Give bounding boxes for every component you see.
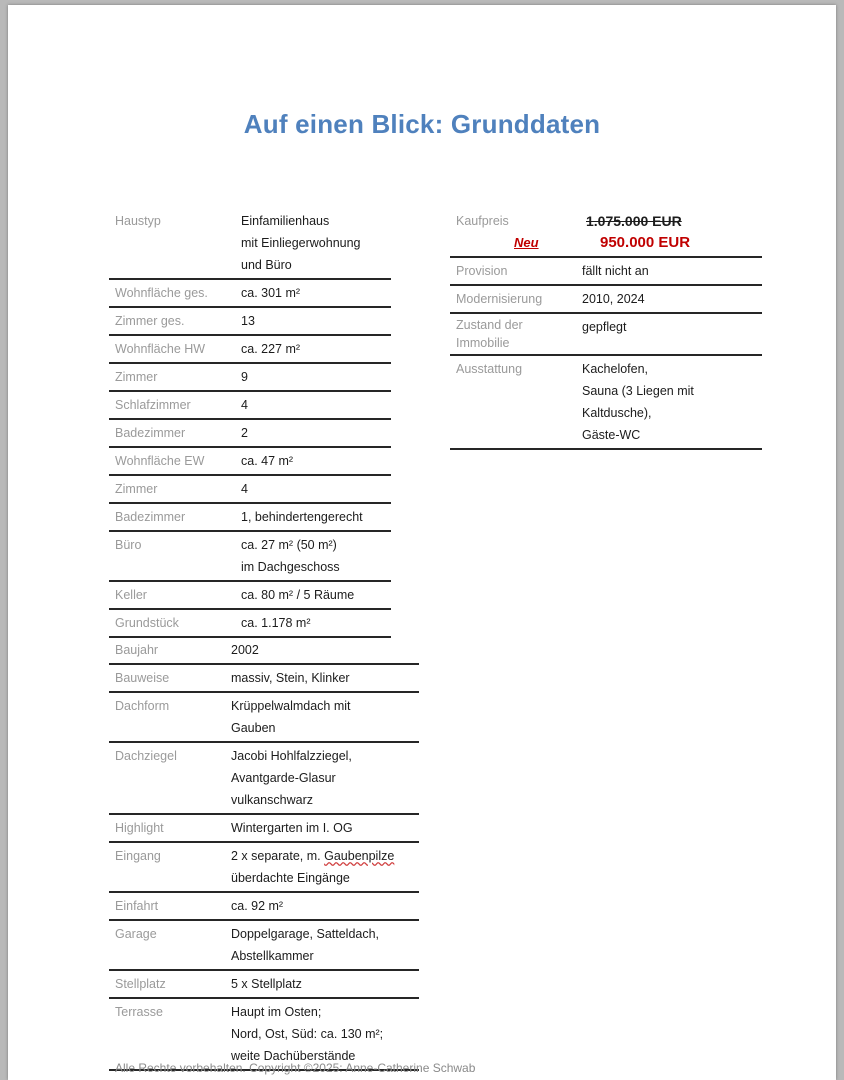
table-row [109,335,391,363]
table-row [450,355,762,449]
row-label: Zimmer [109,475,235,503]
row-label: Badezimmer [109,419,235,447]
table-row [109,279,391,307]
table-row [109,814,419,842]
row-label: Dachform [109,692,225,742]
row-label: Eingang [109,842,225,892]
table-row [450,285,762,313]
row-value: 2002 [225,637,419,664]
row-value: 2010, 2024 [576,285,762,313]
row-label: Garage [109,920,225,970]
row-value: ca. 301 m² [235,279,391,307]
row-value: fällt nicht an [576,257,762,285]
table-row [109,892,419,920]
table-row [109,363,391,391]
table-row [109,419,391,447]
row-label: Wohnfläche EW [109,447,235,475]
row-value [576,208,762,257]
table-row [109,842,419,892]
row-label: Keller [109,581,235,609]
row-label: Baujahr [109,637,225,664]
row-label: Wohnfläche ges. [109,279,235,307]
table-row [109,742,419,814]
row-value: 4 [235,475,391,503]
table-row [109,970,419,998]
new-price: 950.000 EUR [600,234,691,251]
row-value: Kachelofen, Sauna (3 Liegen mit Kaltdusche), Gäste-WC [576,355,762,449]
row-value: 13 [235,307,391,335]
row-label: Zustand der Immobilie [450,313,576,355]
row-label: Wohnfläche HW [109,335,235,363]
table-row [109,447,391,475]
table-row [109,503,391,531]
row-label: Dachziegel [109,742,225,814]
spellcheck-word: Gaubenpilze [324,849,395,863]
row-value: gepflegt [576,313,762,355]
row-label: Provision [450,257,576,285]
old-price: 1.075.000 EUR [586,213,682,229]
table-row [109,391,391,419]
row-value: ca. 92 m² [225,892,419,920]
row-value: ca. 47 m² [235,447,391,475]
row-label: Zimmer ges. [109,307,235,335]
new-price-label: Neu [514,235,539,250]
table-row [109,998,419,1070]
row-label: Kaufpreis Neu [450,208,576,257]
copyright-footer: Alle Rechte vorbehalten. Copyright ©2025: Anne-Catherine Schwab [115,1061,476,1075]
table-row [450,257,762,285]
table-row [109,920,419,970]
row-value: Krüppelwalmdach mit Gauben [225,692,419,742]
row-label: Bauweise [109,664,225,692]
table-row [109,475,391,503]
row-value: 2 [235,419,391,447]
row-label: Schlafzimmer [109,391,235,419]
price-data-table [450,208,762,450]
row-value: Doppelgarage, Satteldach, Abstellkammer [225,920,419,970]
building-data-table [109,637,419,1071]
row-value: 1, behindertengerecht [235,503,391,531]
document-page [8,5,836,1080]
row-value: ca. 1.178 m² [235,609,391,637]
row-value: 4 [235,391,391,419]
table-row [109,692,419,742]
house-data-table [109,208,391,638]
row-label: Modernisierung [450,285,576,313]
row-value: Wintergarten im I. OG [225,814,419,842]
row-label: Zimmer [109,363,235,391]
row-label: Grundstück [109,609,235,637]
row-value: Haupt im Osten; Nord, Ost, Süd: ca. 130 m²; weite Dachüberstände [225,998,419,1070]
row-value: massiv, Stein, Klinker [225,664,419,692]
table-row [109,609,391,637]
row-label: Büro [109,531,235,581]
row-value: ca. 80 m² / 5 Räume [235,581,391,609]
row-value: Einfamilienhaus mit Einliegerwohnung und Büro [235,208,391,279]
table-row [109,637,419,664]
row-label: Haustyp [109,208,235,279]
row-value: 5 x Stellplatz [225,970,419,998]
row-label: Badezimmer [109,503,235,531]
price-row [450,208,762,257]
row-label: Ausstattung [450,355,576,449]
table-row [109,531,391,581]
table-row [450,313,762,355]
row-value: Jacobi Hohlfalzziegel, Avantgarde-Glasur vulkanschwarz [225,742,419,814]
table-row [109,664,419,692]
table-row [109,307,391,335]
page-title: Auf einen Blick: Grunddaten [243,109,601,139]
table-row [109,208,391,279]
row-label: Einfahrt [109,892,225,920]
table-row [109,581,391,609]
row-label: Terrasse [109,998,225,1070]
row-label: Stellplatz [109,970,225,998]
row-value: ca. 27 m² (50 m²) im Dachgeschoss [235,531,391,581]
row-value: ca. 227 m² [235,335,391,363]
row-value: 9 [235,363,391,391]
row-label: Highlight [109,814,225,842]
row-value: 2 x separate, m. Gaubenpilze überdachte Eingänge [225,842,419,892]
